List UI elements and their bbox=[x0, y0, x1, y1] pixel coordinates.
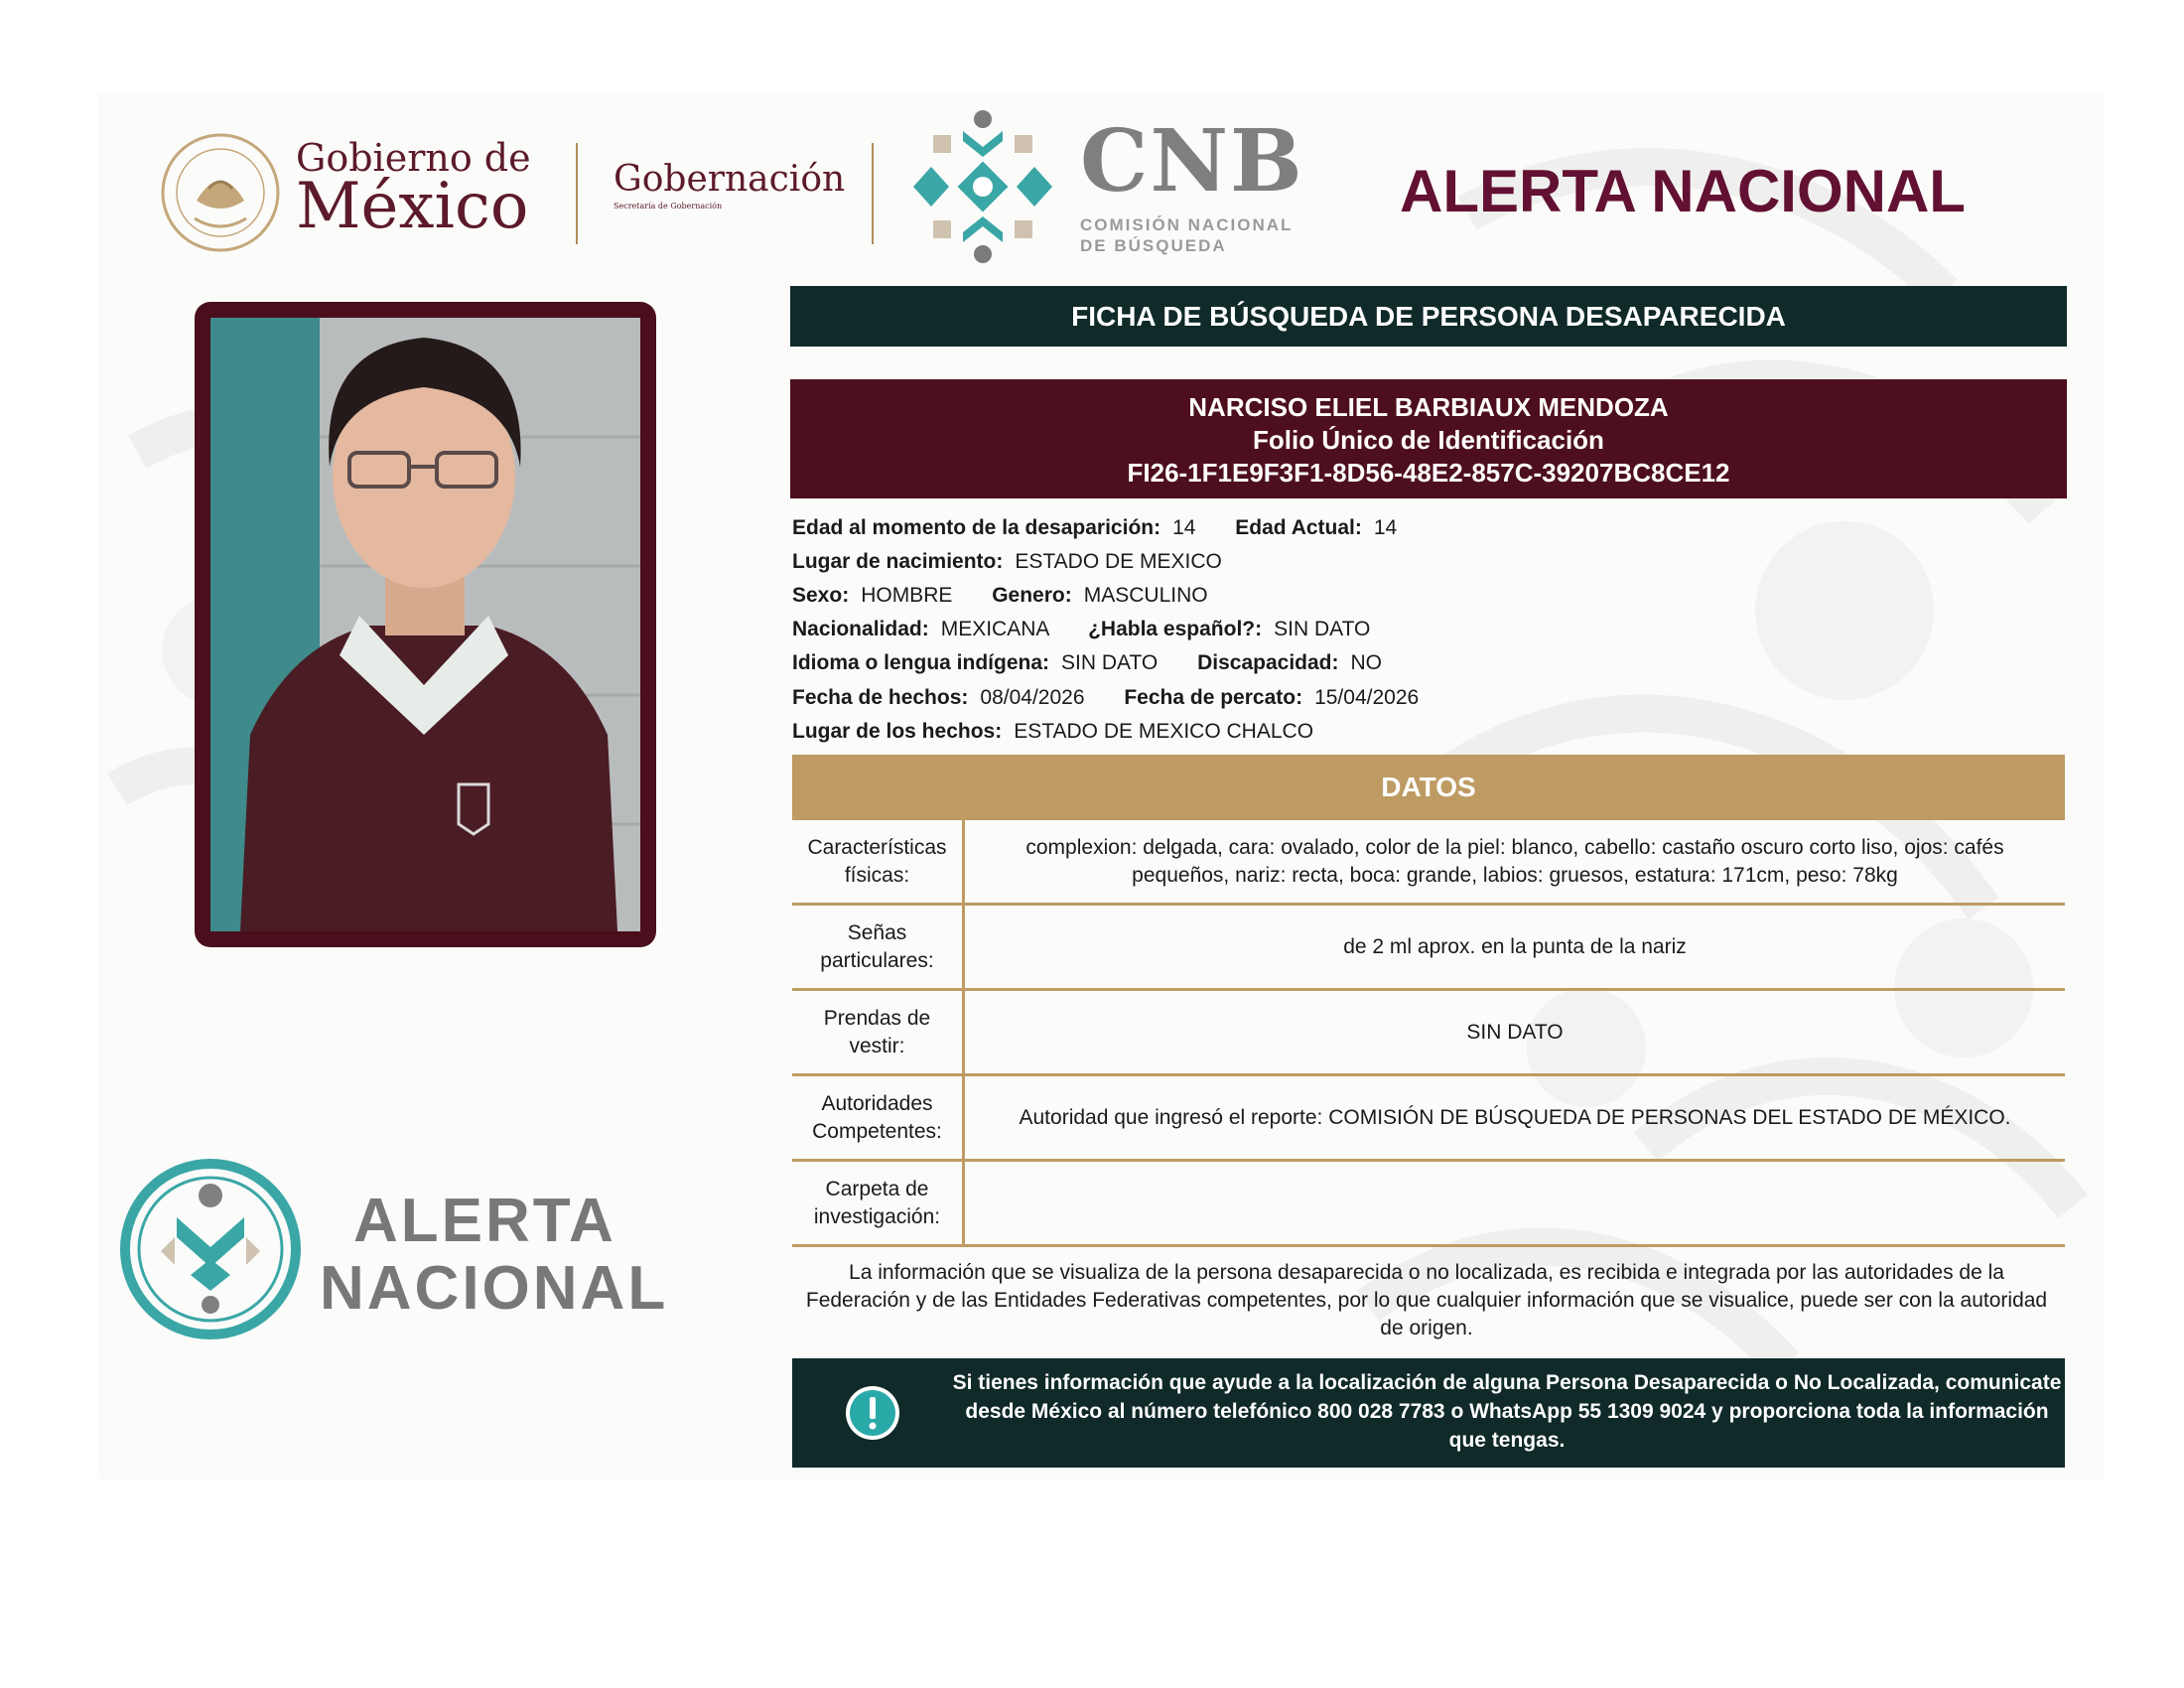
table-row bbox=[792, 820, 2065, 906]
habla-label: ¿Habla español?: bbox=[1088, 618, 1263, 640]
info-row-edad bbox=[792, 511, 1397, 545]
edad-desaparicion-value: 14 bbox=[1172, 516, 1196, 539]
lugar-hechos-label: Lugar de los hechos: bbox=[792, 720, 1003, 743]
table-row bbox=[792, 1076, 2065, 1162]
lugar-nacimiento-label: Lugar de nacimiento: bbox=[792, 550, 1004, 573]
info-row-nacionalidad bbox=[792, 613, 1370, 646]
lugar-nacimiento-value: ESTADO DE MEXICO bbox=[1015, 550, 1222, 573]
fecha-percato-value: 15/04/2026 bbox=[1314, 686, 1420, 709]
nacionalidad-label: Nacionalidad: bbox=[792, 618, 929, 640]
row-value: de 2 ml aprox. en la punta de la nariz bbox=[1343, 934, 1687, 958]
gobierno-mexico-wordmark bbox=[296, 136, 531, 243]
cnb-sub1: COMISIÓN NACIONAL bbox=[1080, 215, 1294, 234]
fecha-hechos-value: 08/04/2026 bbox=[980, 686, 1085, 709]
person-name: NARCISO ELIEL BARBIAUX MENDOZA bbox=[1188, 392, 1669, 422]
alerta-nacional-title: ALERTA NACIONAL bbox=[1400, 158, 1966, 224]
table-row bbox=[792, 906, 2065, 991]
idioma-value: SIN DATO bbox=[1061, 651, 1159, 674]
info-row-idioma bbox=[792, 646, 1382, 680]
edad-actual-value: 14 bbox=[1373, 516, 1398, 539]
sexo-label: Sexo: bbox=[792, 584, 850, 607]
info-row-sexo bbox=[792, 579, 1208, 613]
discapacidad-value: NO bbox=[1350, 651, 1382, 674]
habla-value: SIN DATO bbox=[1274, 618, 1371, 640]
genero-label: Genero: bbox=[992, 584, 1072, 607]
row-label: Señas particulares: bbox=[792, 906, 965, 988]
cnb-text: CNB bbox=[1080, 111, 1304, 211]
gobernacion-subtext: Secretaría de Gobernación bbox=[614, 202, 723, 211]
idioma-label: Idioma o lengua indígena: bbox=[792, 651, 1050, 674]
folio-number: FI26-1F1E9F3F1-8D56-48E2-857C-39207BC8CE12 bbox=[1127, 458, 1730, 488]
row-value: SIN DATO bbox=[1466, 1020, 1564, 1044]
alerta-text: ALERTA bbox=[353, 1187, 616, 1255]
table-row bbox=[792, 991, 2065, 1076]
lugar-hechos-value: ESTADO DE MEXICO CHALCO bbox=[1014, 720, 1314, 743]
person-photo bbox=[210, 318, 640, 931]
edad-actual-label: Edad Actual: bbox=[1235, 516, 1362, 539]
row-label: Prendas de vestir: bbox=[792, 991, 965, 1073]
info-row-lugar-hechos bbox=[792, 715, 1313, 749]
row-label: Autoridades Competentes: bbox=[792, 1076, 965, 1159]
cnb-sub2: DE BÚSQUEDA bbox=[1080, 236, 1227, 255]
sexo-value: HOMBRE bbox=[861, 584, 953, 607]
info-row-nacimiento bbox=[792, 545, 1222, 579]
fecha-hechos-label: Fecha de hechos: bbox=[792, 686, 969, 709]
datos-table bbox=[792, 820, 2065, 1247]
coat-of-arms-logo bbox=[157, 131, 284, 254]
edad-desaparicion-label: Edad al momento de la desaparición: bbox=[792, 516, 1161, 539]
ficha-title-band: FICHA DE BÚSQUEDA DE PERSONA DESAPARECIDA bbox=[790, 286, 2067, 347]
row-label: Carpeta de investigación: bbox=[792, 1162, 965, 1244]
folio-label: Folio Único de Identificación bbox=[1253, 425, 1604, 455]
datos-header: DATOS bbox=[792, 755, 2065, 820]
person-name-band bbox=[790, 379, 2067, 498]
row-value: complexion: delgada, cara: ovalado, color de la piel: blanco, cabello: castaño oscuro corto liso, ojos: cafés pequeños, nariz: recta, boca: grande, labios: gruesos, estatura: 171cm, peso: 78kg bbox=[1025, 835, 2004, 887]
disclaimer-text: La información que se visualiza de la persona desaparecida o no localizada, es recibida e integrada por las autoridades de la Federación y de las Entidades Federativas competentes, por lo que cualquier información que se visualice, puede ser con la autoridad de origen. bbox=[805, 1261, 2048, 1339]
gobernacion-wordmark bbox=[614, 159, 845, 211]
contact-text: Si tienes información que ayude a la localización de alguna Persona Desaparecida o No Localizada, comunicate desde México al número telefónico 800 028 7783 o WhatsApp 55 1309 9024 y proporciona toda la información que tengas. bbox=[952, 1371, 2062, 1452]
gobernacion-text: Gobernación bbox=[614, 159, 846, 200]
exclamation-icon bbox=[844, 1384, 901, 1442]
nacionalidad-value: MEXICANA bbox=[940, 618, 1049, 640]
mexico-text: México bbox=[296, 170, 529, 243]
nacional-text: NACIONAL bbox=[320, 1254, 669, 1323]
alerta-nacional-wordmark bbox=[320, 1188, 668, 1323]
row-label: Características físicas: bbox=[792, 820, 965, 903]
header-divider-1 bbox=[576, 143, 578, 244]
header-divider-2 bbox=[872, 143, 874, 244]
discapacidad-label: Discapacidad: bbox=[1197, 651, 1339, 674]
table-row bbox=[792, 1162, 2065, 1247]
row-value bbox=[965, 1162, 2065, 1244]
cnb-emblem-logo bbox=[903, 107, 1062, 266]
fecha-percato-label: Fecha de percato: bbox=[1124, 686, 1303, 709]
genero-value: MASCULINO bbox=[1083, 584, 1208, 607]
person-photo-frame bbox=[195, 302, 656, 947]
gobierno-de-text: Gobierno de bbox=[296, 136, 531, 180]
cnb-wordmark bbox=[1080, 111, 1304, 256]
row-value: Autoridad que ingresó el reporte: COMISIÓN DE BÚSQUEDA DE PERSONAS DEL ESTADO DE MÉXICO. bbox=[1019, 1105, 2011, 1129]
alerta-nacional-emblem bbox=[117, 1156, 304, 1342]
info-row-fechas bbox=[792, 681, 1419, 715]
contact-band bbox=[792, 1358, 2065, 1468]
